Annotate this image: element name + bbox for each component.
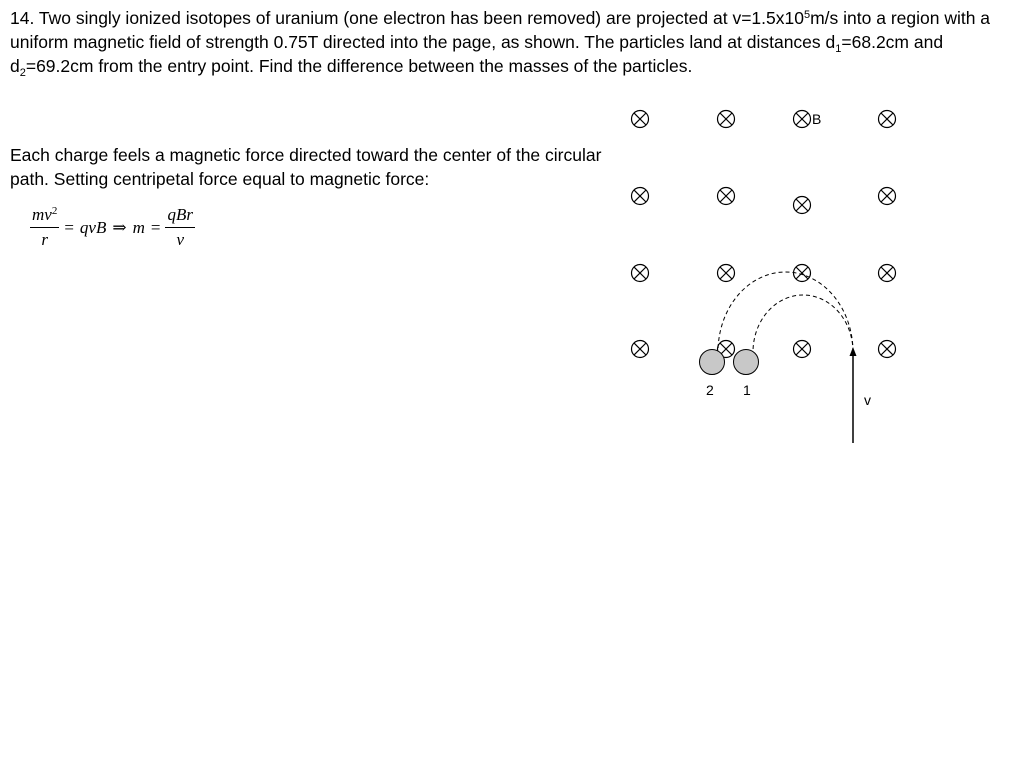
field-into-page-icon — [632, 111, 649, 128]
lhs-exponent: 2 — [51, 205, 58, 217]
field-into-page-icon — [632, 188, 649, 205]
implies-arrow: ⇒ — [112, 217, 127, 237]
subscript-2: 2 — [19, 67, 26, 79]
rhs-numerator: qBr — [165, 205, 195, 228]
explanation-text: Each charge feels a magnetic force directed toward the center of the circular path. Setting centripetal force equal to magnetic force: — [10, 145, 602, 189]
field-into-page-icon — [879, 341, 896, 358]
equals-sign-2: = — [150, 217, 161, 237]
lhs-fraction — [30, 205, 59, 250]
velocity-label: v — [864, 392, 871, 408]
problem-text-1: 14. Two singly ionized isotopes of uranium (one electron has been removed) are projected at v=1.5x10 — [10, 8, 804, 28]
field-into-page-icon — [794, 197, 811, 214]
lhs-numerator-text: mv — [32, 205, 52, 224]
particle-2 — [700, 350, 725, 375]
magnetic-field-diagram — [620, 100, 920, 460]
field-label: B — [812, 111, 822, 127]
field-into-page-icon — [879, 265, 896, 282]
field-into-page-icon — [718, 265, 735, 282]
mass-equation — [28, 205, 197, 250]
problem-text-4: =69.2cm from the entry point. Find the difference between the masses of the particles. — [25, 56, 693, 76]
rhs-denominator: v — [176, 230, 184, 249]
rhs-fraction — [165, 205, 195, 250]
particle-2-label: 2 — [706, 382, 714, 398]
field-into-page-icon — [632, 265, 649, 282]
problem-text-2: m/s into a region with a uniform magnetic field of strength 0.75T directed into the page, as shown. The particles land at distances d — [10, 8, 991, 52]
field-into-page-icon — [879, 188, 896, 205]
field-into-page-icon — [794, 111, 811, 128]
field-into-page-icon — [632, 341, 649, 358]
field-into-page-icon — [794, 341, 811, 358]
lhs-denominator: r — [41, 230, 48, 249]
velocity-arrowhead-icon — [850, 347, 857, 356]
trajectory-particle-2 — [718, 272, 853, 352]
mass-symbol: m — [132, 217, 145, 237]
equals-sign-1: = — [64, 217, 74, 237]
exponent: 5 — [803, 9, 811, 21]
lhs-numerator — [30, 205, 59, 228]
field-into-page-icon — [718, 188, 735, 205]
subscript-1: 1 — [835, 43, 842, 55]
problem-text-3: =68.2cm and d — [10, 32, 944, 76]
particle-1-label: 1 — [743, 382, 751, 398]
problem-statement — [10, 6, 1015, 78]
field-into-page-icon — [718, 111, 735, 128]
field-into-page-icon — [879, 111, 896, 128]
magnetic-force-term: qvB — [79, 217, 107, 237]
particle-1 — [734, 350, 759, 375]
